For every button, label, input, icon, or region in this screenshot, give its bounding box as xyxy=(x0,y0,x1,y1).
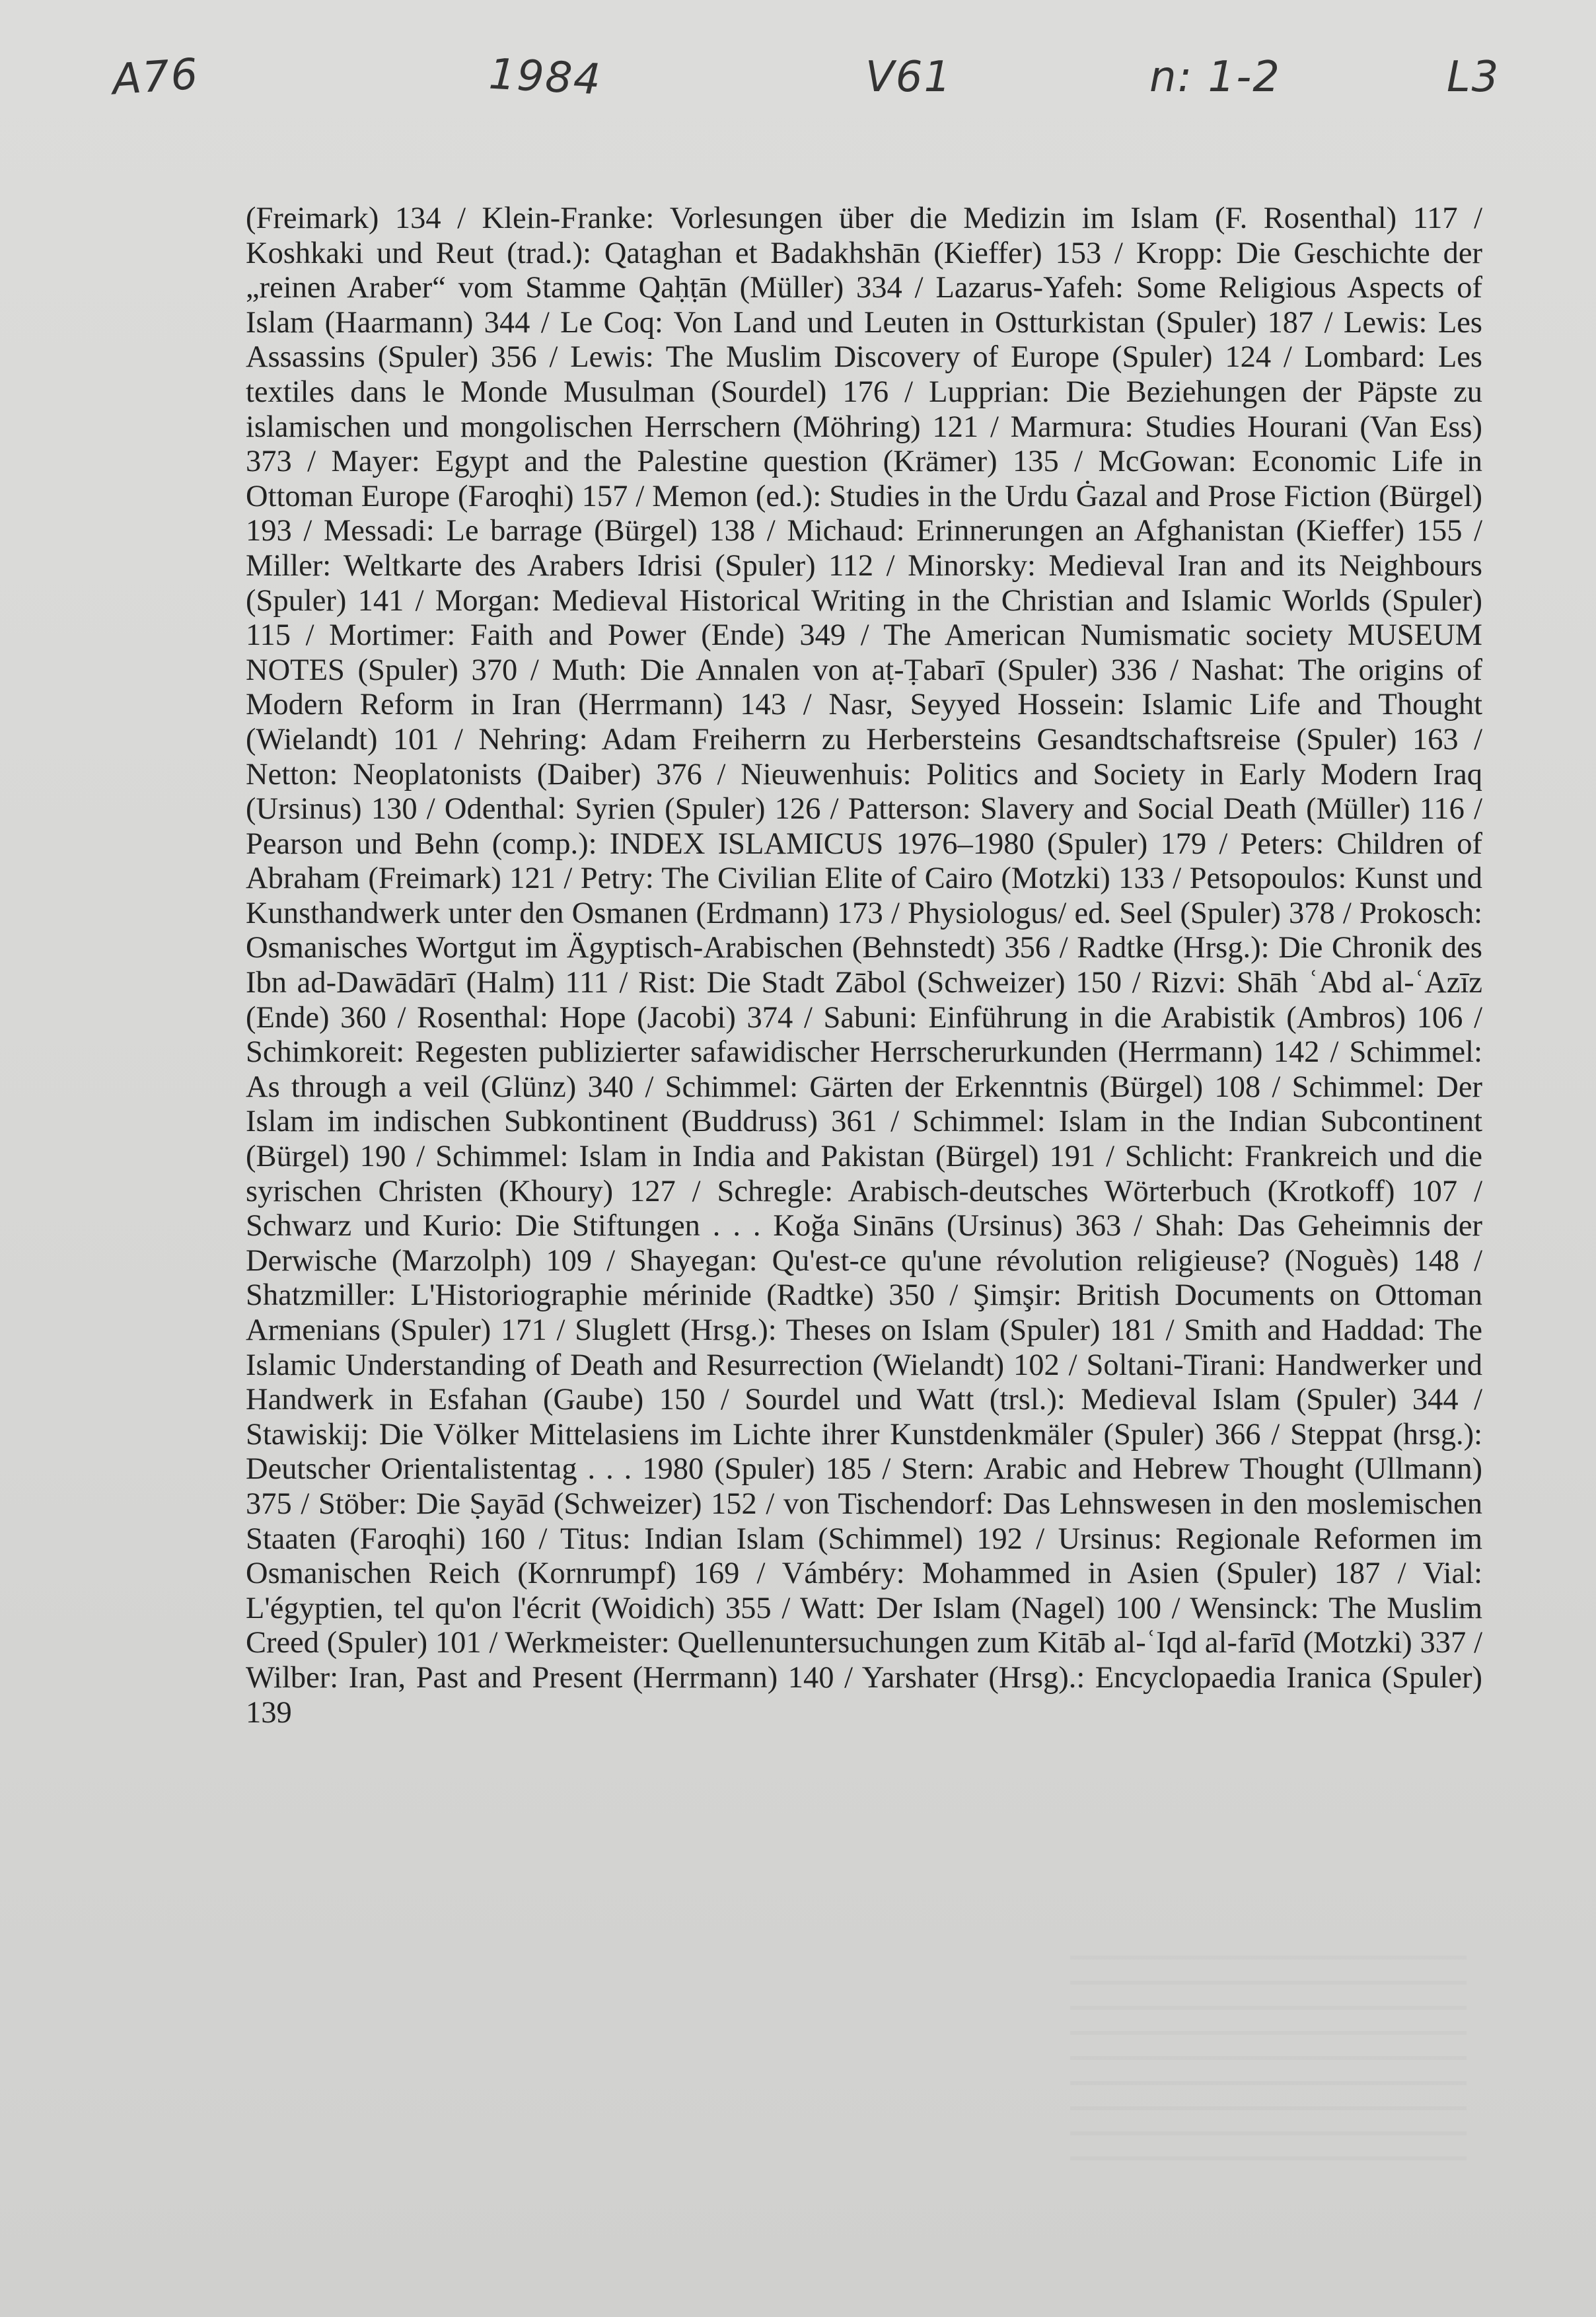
index-of-reviews-text: (Freimark) 134 / Klein-Franke: Vorlesungen über die Medizin im Islam (F. Rosenthal) 117 / Koshkaki und Reut (trad.): Qataghan et Badakhshān (Kieffer) 153 / Kropp: Die Geschichte der „reinen Araber“ vom Stamme Qaḥṭān (Müller) 334 / Lazarus-Yafeh: Some Religious Aspects of Islam (Haarmann) 344 / Le Coq: Von Land und Leuten in Ostturkistan (Spuler) 187 / Lewis: Les Assassins (Spuler) 356 / Lewis: The Muslim Discovery of Europe (Spuler) 124 / Lombard: Les textiles dans le Monde Musulman (Sourdel) 176 / Lupprian: Die Beziehungen der Päpste zu islamischen und mongolischen Herrschern (Möhring) 121 / Marmura: Studies Hourani (Van Ess) 373 / Mayer: Egypt and the Palestine question (Krämer) 135 / McGowan: Economic Life in Ottoman Europe (Faroqhi) 157 / Memon (ed.): Studies in the Urdu Ġazal and Prose Fiction (Bürgel) 193 / Messadi: Le barrage (Bürgel) 138 / Michaud: Erinnerungen an Afghanistan (Kieffer) 155 / Miller: Weltkarte des Arabers Idrisi (Spuler) 112 / Minorsky: Medieval Iran and its Neighbours (Spuler) 141 / Morgan: Medieval Historical Writing in the Christian and Islamic Worlds (Spuler) 115 / Mortimer: Faith and Power (Ende) 349 / The American Numismatic society MUSEUM NOTES (Spuler) 370 / Muth: Die Annalen von aṭ-Ṭabarī (Spuler) 336 / Nashat: The origins of Modern Reform in Iran (Herrmann) 143 / Nasr, Seyyed Hossein: Islamic Life and Thought (Wielandt) 101 / Nehring: Adam Freiherrn zu Herbersteins Gesandtschaftsreise (Spuler) 163 / Netton: Neoplatonists (Daiber) 376 / Nieuwenhuis: Politics and Society in Early Modern Iraq (Ursinus) 130 / Odenthal: Syrien (Spuler) 126 / Patterson: Slavery and Social Death (Müller) 116 / Pearson und Behn (comp.): INDEX ISLAMICUS 1976–1980 (Spuler) 179 / Peters: Children of Abraham (Freimark) 121 / Petry: The Civilian Elite of Cairo (Motzki) 133 / Petsopoulos: Kunst und Kunsthandwerk unter den Osmanen (Erdmann) 173 / Physiologus/ ed. Seel (Spuler) 378 / Prokosch: Osmanisches Wortgut im Ägyptisch-Arabischen (Behnstedt) 356 / Radtke (Hrsg.): Die Chronik des Ibn ad-Dawādārī (Halm) 111 / Rist: Die Stadt Zābol (Schweizer) 150 / Rizvi: Shāh ʿAbd al-ʿAzīz (Ende) 360 / Rosenthal: Hope (Jacobi) 374 / Sabuni: Einführung in die Arabistik (Ambros) 106 / Schimkoreit: Regesten publizierter safawidischer Herrscherurkunden (Herrmann) 142 / Schimmel: As through a veil (Glünz) 340 / Schimmel: Gärten der Erkenntnis (Bürgel) 108 / Schimmel: Der Islam im indischen Subkontinent (Buddruss) 361 / Schimmel: Islam in the Indian Subcontinent (Bürgel) 190 / Schimmel: Islam in India and Pakistan (Bürgel) 191 / Schlicht: Frankreich und die syrischen Christen (Khoury) 127 / Schregle: Arabisch-deutsches Wörterbuch (Krotkoff) 107 / Schwarz und Kurio: Die Stiftungen . . . Koğa Sināns (Ursinus) 363 / Shah: Das Geheimnis der Derwische (Marzolph) 109 / Shayegan: Qu'est-ce qu'une révolution religieuse? (Noguès) 148 / Shatzmiller: L'Historiographie mérinide (Radtke) 350 / Şimşir: British Documents on Ottoman Armenians (Spuler) 171 / Sluglett (Hrsg.): Theses on Islam (Spuler) 181 / Smith and Haddad: The Islamic Understanding of Death and Resurrection (Wielandt) 102 / Soltani-Tirani: Handwerker und Handwerk in Esfahan (Gaube) 150 / Sourdel und Watt (trsl.): Medieval Islam (Spuler) 344 / Stawiskij: Die Völker Mittelasiens im Lichte ihrer Kunstdenkmäler (Spuler) 366 / Steppat (hrsg.): Deutscher Orientalistentag . . . 1980 (Spuler) 185 / Stern: Arabic and Hebrew Thought (Ullmann) 375 / Stöber: Die Ṣayād (Schweizer) 152 / von Tischendorf: Das Lehnswesen in den moslemischen Staaten (Faroqhi) 160 / Titus: Indian Islam (Schimmel) 192 / Ursinus: Regionale Reformen im Osmanischen Reich (Kornrumpf) 169 / Vámbéry: Mohammed in Asien (Spuler) 187 / Vial: L'égyptien, tel qu'on l'écrit (Woidich) 355 / Watt: Der Islam (Nagel) 100 / Wensinck: The Muslim Creed (Spuler) 101 / Werkmeister: Quellenuntersuchungen zum Kitāb al-ʿIqd al-farīd (Motzki) 337 / Wilber: Iran, Past and Present (Herrmann) 140 / Yarshater (Hrsg).: Encyclopaedia Iranica (Spuler) 139 xyxy=(246,202,1482,1730)
handwritten-note-4: n: 1-2 xyxy=(1149,53,1281,102)
handwritten-note-5: L3 xyxy=(1447,53,1500,102)
bleed-through-text xyxy=(1070,1956,1467,2167)
handwritten-note-3: V61 xyxy=(865,53,953,102)
handwritten-note-1: A76 xyxy=(110,50,201,105)
handwritten-annotation-line xyxy=(0,40,1596,119)
handwritten-note-2: 1984 xyxy=(488,50,603,105)
